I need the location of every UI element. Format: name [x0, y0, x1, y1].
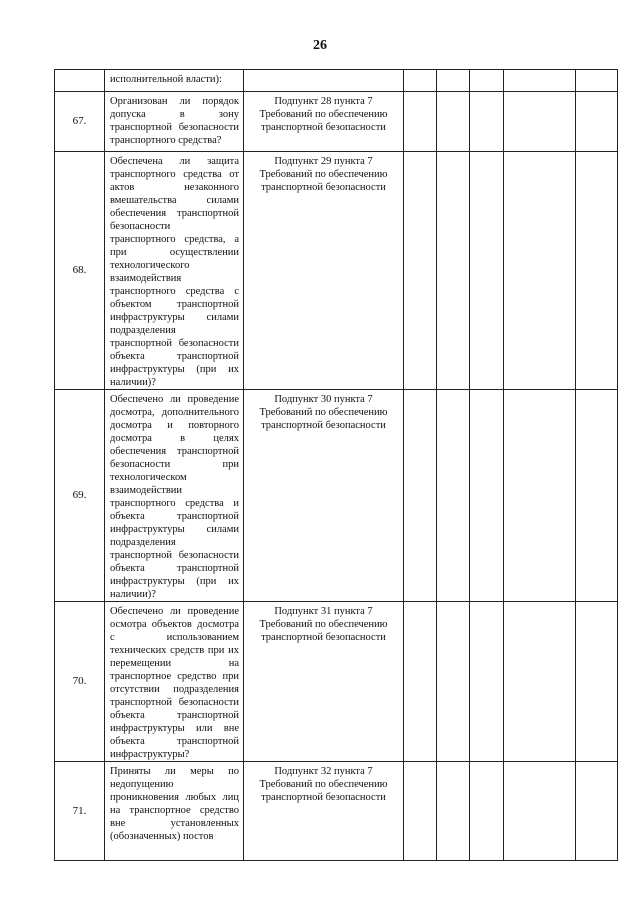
reference-line: Подпункт 31 пункта 7 [274, 606, 373, 617]
empty-answer-cell [437, 70, 470, 92]
question-line: обеспечения транспортной [110, 208, 239, 219]
empty-answer-cell [470, 92, 504, 152]
checklist-table [54, 69, 618, 861]
question-line: Приняты ли меры по [110, 766, 239, 777]
table-row [55, 602, 618, 762]
question-line: исполнительной власти): [110, 74, 222, 85]
empty-answer-cell [504, 92, 576, 152]
reference-line: транспортной безопасности [261, 182, 386, 193]
reference-line: транспортной безопасности [261, 420, 386, 431]
empty-answer-cell [404, 70, 437, 92]
question-line: отсутствии подразделения [110, 684, 239, 695]
empty-answer-cell [576, 92, 618, 152]
empty-answer-cell [437, 602, 470, 762]
reference-line: Подпункт 30 пункта 7 [274, 394, 373, 405]
question-line: Обеспечена ли защита [110, 156, 239, 167]
table-row [55, 70, 618, 92]
question-cell [105, 92, 244, 152]
question-line: объектом транспортной [110, 299, 239, 310]
question-line: взаимодействия [110, 273, 182, 284]
question-line: наличии)? [110, 377, 156, 388]
question-line: инфраструктуры или вне [110, 723, 239, 734]
question-line: транспортного средства, а [110, 234, 239, 245]
question-cell [105, 70, 244, 92]
question-line: технологическом [110, 472, 187, 483]
reference-line: транспортной безопасности [261, 632, 386, 643]
row-number: 68. [55, 152, 105, 390]
page-number: 26 [313, 38, 327, 53]
empty-answer-cell [404, 762, 437, 861]
question-line: проникновения любых лиц [110, 792, 239, 803]
question-line: подразделения [110, 325, 176, 336]
row-number: 71. [55, 762, 105, 861]
empty-answer-cell [404, 602, 437, 762]
question-line: объекта транспортной [110, 351, 239, 362]
question-line: транспортного средства? [110, 135, 222, 146]
question-line: досмотра в целях [110, 433, 239, 444]
row-number: 67. [55, 92, 105, 152]
reference-cell [244, 92, 404, 152]
question-line: транспортной безопасности [110, 697, 239, 708]
reference-cell [244, 70, 404, 92]
reference-line: Требований по обеспечению [259, 109, 388, 120]
question-line: осмотра объектов досмотра [110, 619, 239, 630]
question-line: Обеспечено ли проведение [110, 606, 239, 617]
question-line: актов незаконного [110, 182, 239, 193]
question-line: безопасности при [110, 459, 239, 470]
empty-answer-cell [576, 390, 618, 602]
question-line: транспортной безопасности [110, 338, 239, 349]
empty-answer-cell [576, 762, 618, 861]
question-line: транспортной безопасности [110, 550, 239, 561]
question-line: транспортного средства от [110, 169, 239, 180]
empty-answer-cell [504, 762, 576, 861]
question-line: технических средств при их [110, 645, 239, 656]
reference-cell [244, 152, 404, 390]
question-cell [105, 390, 244, 602]
reference-line: Подпункт 29 пункта 7 [274, 156, 373, 167]
question-line: транспортного средства и [110, 498, 239, 509]
empty-answer-cell [437, 762, 470, 861]
question-line: вне установленных [110, 818, 239, 829]
empty-answer-cell [504, 390, 576, 602]
empty-answer-cell [504, 602, 576, 762]
question-line: транспортной безопасности [110, 122, 239, 133]
reference-line: Подпункт 32 пункта 7 [274, 766, 373, 777]
question-line: досмотра, дополнительного [110, 407, 239, 418]
question-cell [105, 152, 244, 390]
table-row [55, 92, 618, 152]
empty-answer-cell [437, 390, 470, 602]
empty-answer-cell [470, 762, 504, 861]
empty-answer-cell [504, 70, 576, 92]
question-line: инфраструктуры? [110, 749, 190, 760]
question-line: перемещении на [110, 658, 239, 669]
question-line: инфраструктуры (при их [110, 364, 239, 375]
reference-cell [244, 390, 404, 602]
empty-answer-cell [437, 92, 470, 152]
table-row [55, 390, 618, 602]
question-line: наличии)? [110, 589, 156, 600]
table-row [55, 152, 618, 390]
reference-line: транспортной безопасности [261, 792, 386, 803]
empty-answer-cell [576, 70, 618, 92]
empty-answer-cell [470, 152, 504, 390]
empty-answer-cell [470, 390, 504, 602]
question-line: инфраструктуры (при их [110, 576, 239, 587]
question-line: вмешательства силами [110, 195, 239, 206]
question-line: инфраструктуры силами [110, 312, 239, 323]
question-line: транспортное средство при [110, 671, 239, 682]
empty-answer-cell [470, 602, 504, 762]
question-line: при осуществлении [110, 247, 239, 258]
reference-line: Требований по обеспечению [259, 779, 388, 790]
reference-cell [244, 762, 404, 861]
reference-line: Требований по обеспечению [259, 619, 388, 630]
reference-cell [244, 602, 404, 762]
empty-answer-cell [576, 602, 618, 762]
question-line: Обеспечено ли проведение [110, 394, 239, 405]
empty-answer-cell [504, 152, 576, 390]
question-line: объекта транспортной [110, 736, 239, 747]
table-row [55, 762, 618, 861]
question-line: Организован ли порядок [110, 96, 239, 107]
question-line: объекта транспортной [110, 710, 239, 721]
reference-line: Требований по обеспечению [259, 407, 388, 418]
question-line: допуска в зону [110, 109, 239, 120]
question-line: транспортного средства с [110, 286, 239, 297]
question-line: объекта транспортной [110, 563, 239, 574]
question-line: (обозначенных) постов [110, 831, 214, 842]
question-line: взаимодействии [110, 485, 183, 496]
empty-answer-cell [404, 92, 437, 152]
reference-line: Подпункт 28 пункта 7 [274, 96, 373, 107]
question-line: инфраструктуры силами [110, 524, 239, 535]
question-line: досмотра и повторного [110, 420, 239, 431]
empty-answer-cell [576, 152, 618, 390]
row-number: 69. [55, 390, 105, 602]
question-line: безопасности [110, 221, 171, 232]
question-line: недопущению [110, 779, 174, 790]
question-cell [105, 602, 244, 762]
question-line: обеспечения транспортной [110, 446, 239, 457]
empty-answer-cell [470, 70, 504, 92]
question-line: технологического [110, 260, 190, 271]
question-line: подразделения [110, 537, 176, 548]
empty-answer-cell [437, 152, 470, 390]
question-line: с использованием [110, 632, 239, 643]
empty-answer-cell [404, 390, 437, 602]
question-line: на транспортное средство [110, 805, 239, 816]
question-line: объекта транспортной [110, 511, 239, 522]
question-cell [105, 762, 244, 861]
reference-line: Требований по обеспечению [259, 169, 388, 180]
empty-answer-cell [404, 152, 437, 390]
row-number [55, 70, 105, 92]
reference-line: транспортной безопасности [261, 122, 386, 133]
row-number: 70. [55, 602, 105, 762]
table-body [55, 70, 618, 861]
